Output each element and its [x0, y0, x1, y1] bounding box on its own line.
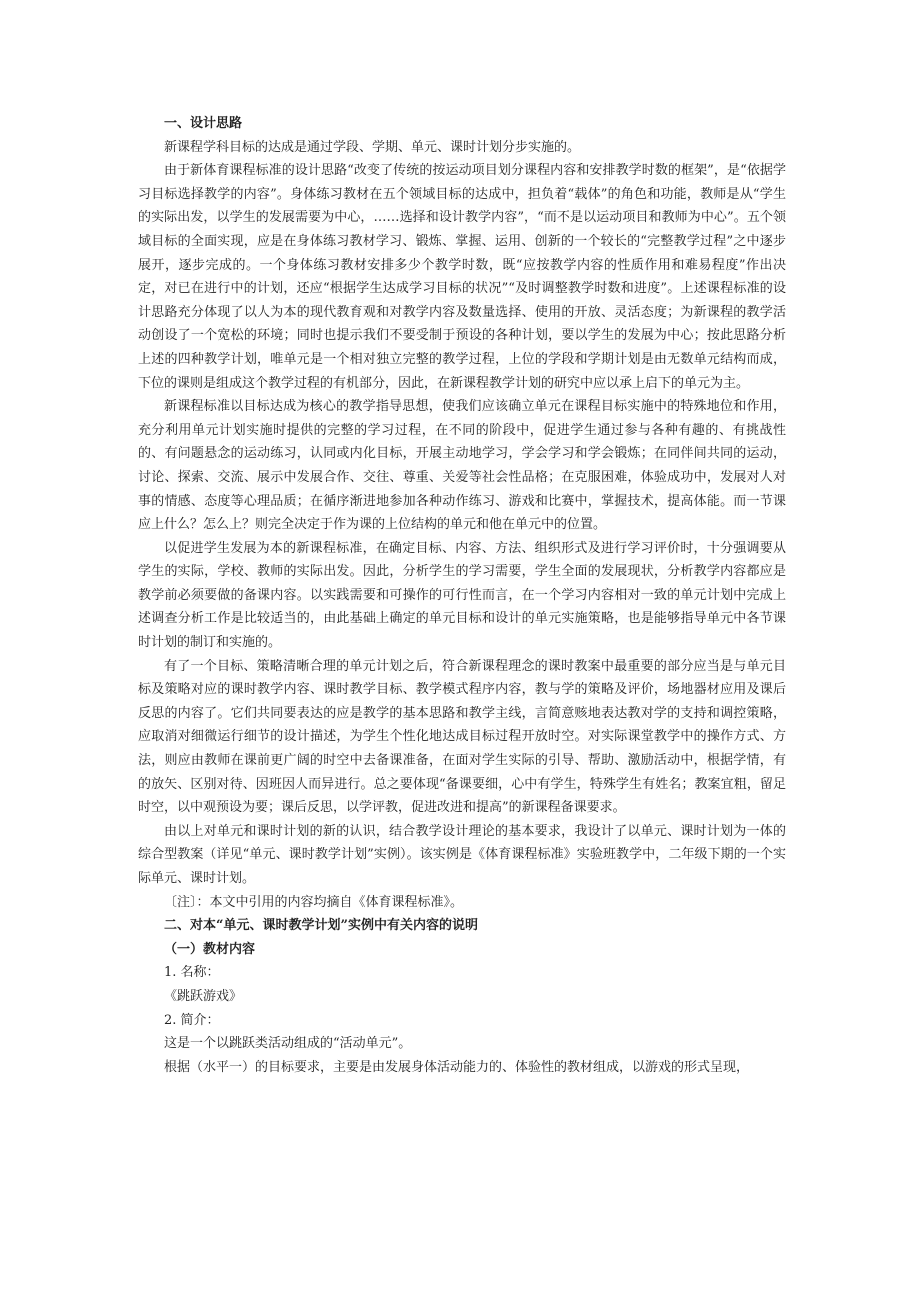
paragraph-2: 由于新体育课程标准的设计思路“改变了传统的按运动项目划分课程内容和安排教学时数的框架”，是“依据学习目标选择教学的内容”。身体练习教材在五个领域目标的达成中，担负着“载体”的角色和功能，教师是从“学生的实际出发，以学生的发展需要为中心，……选择和设计教学内容”，“而不是以运动项目和教师为中心”。五个领域目标的全面实现，应是在身体练习教材学习、锻炼、掌握、运用、创新的一个较长的“完整教学过程”之中逐步展开，逐步完成的。一个身体练习教材安排多少个教学时数，既“应按教学内容的性质作用和难易程度”作出决定，对已在进行中的计划，还应“根据学生达成学习目标的状况”“及时调整教学时数和进度”。上述课程标准的设计思路充分体现了以人为本的现代教育观和对教学内容及数量选择、使用的开放、灵活态度；为新课程的教学活动创设了一个宽松的环境；同时也提示我们不要受制于预设的各种计划，要以学生的发展为中心；按此思路分析上述的四种教学计划，唯单元是一个相对独立完整的教学过程，上位的学段和学期计划是由无数单元结构而成，下位的课则是组成这个教学过程的有机部分，因此，在新课程教学计划的研究中应以承上启下的单元为主。 [138, 163, 786, 391]
item-2-line-1: 这是一个以跳跃类活动组成的“活动单元”。 [164, 1036, 412, 1052]
note: 〔注〕：本文中引用的内容均摘自《体育课程标准》。 [164, 894, 464, 910]
item-1-label: 1. 名称： [164, 965, 220, 981]
document-page [138, 112, 786, 1079]
paragraph-1: 新课程学科目标的达成是通过学段、学期、单元、课时计划分步实施的。 [164, 139, 581, 155]
paragraph-4: 以促进学生发展为本的新课程标准，在确定目标、内容、方法、组织形式及进行学习评价时，十分强调要从学生的实际，学校、教师的实际出发。因此，分析学生的学习需要，学生全面的发展现状，分析教学内容都应是教学前必须要做的备课内容。以实践需要和可操作的可行性而言，在一个学习内容相对一致的单元计划中完成上述调查分析工作是比较适当的，由此基础上确定的单元目标和设计的单元实施策略，也是能够指导单元中各节课时计划的制订和实施的。 [138, 540, 786, 651]
paragraph-6: 由以上对单元和课时计划的新的认识，结合教学设计理论的基本要求，我设计了以单元、课时计划为一体的综合型教案（详见“单元、课时教学计划”实例）。该实例是《体育课程标准》实验班教学中，二年级下期的一个实际单元、课时计划。 [138, 823, 786, 886]
paragraph-3: 新课程标准以目标达成为核心的教学指导思想，使我们应该确立单元在课程目标实施中的特殊地位和作用，充分利用单元计划实施时提供的完整的学习过程，在不同的阶段中，促进学生通过参与各种有趣的、有挑战性的、有问题悬念的运动练习，认同或内化目标，开展主动地学习，学会学习和学会锻炼；在同伴间共同的运动，讨论、探索、交流、展示中发展合作、交往、尊重、关爱等社会性品格；在克服困难，体验成功中，发展对人对事的情感、态度等心理品质；在循序渐进地参加各种动作练习、游戏和比赛中，掌握技术，提高体能。而一节课应上什么？怎么上？则完全决定于作为课的上位结构的单元和他在单元中的位置。 [138, 399, 786, 533]
paragraph-5: 有了一个目标、策略清晰合理的单元计划之后，符合新课程理念的课时教案中最重要的部分应当是与单元目标及策略对应的课时教学内容、课时教学目标、教学模式程序内容，教与学的策略及评价，场地器材应用及课后反思的内容了。它们共同要表达的应是教学的基本思路和教学主线，言简意赅地表达教对学的支持和调控策略，应取消对细微运行细节的设计描述，为学生个性化地达成目标过程开放时空。对实际课堂教学中的操作方式、方法，则应由教师在课前更广阔的时空中去备课准备，在面对学生实际的引导、帮助、激励活动中，根据学情，有的放矢、区别对待、因班因人而异进行。总之要体现“备课要细，心中有学生，特殊学生有姓名；教案宜粗，留足时空，以中观预设为要；课后反思，以学评教，促进改进和提高”的新课程备课要求。 [138, 658, 786, 816]
item-2-label: 2. 简介： [164, 1012, 220, 1028]
item-1-value: 《跳跃游戏》 [164, 988, 243, 1004]
section-2-subtitle: （一）教材内容 [164, 941, 256, 957]
section-1-title: 一、设计思路 [164, 116, 243, 131]
item-2-line-2: 根据（水平一）的目标要求，主要是由发展身体活动能力的、体验性的教材组成，以游戏的形式呈现， [164, 1059, 750, 1075]
section-2-title: 二、对本“单元、课时教学计划”实例中有关内容的说明 [164, 918, 478, 934]
